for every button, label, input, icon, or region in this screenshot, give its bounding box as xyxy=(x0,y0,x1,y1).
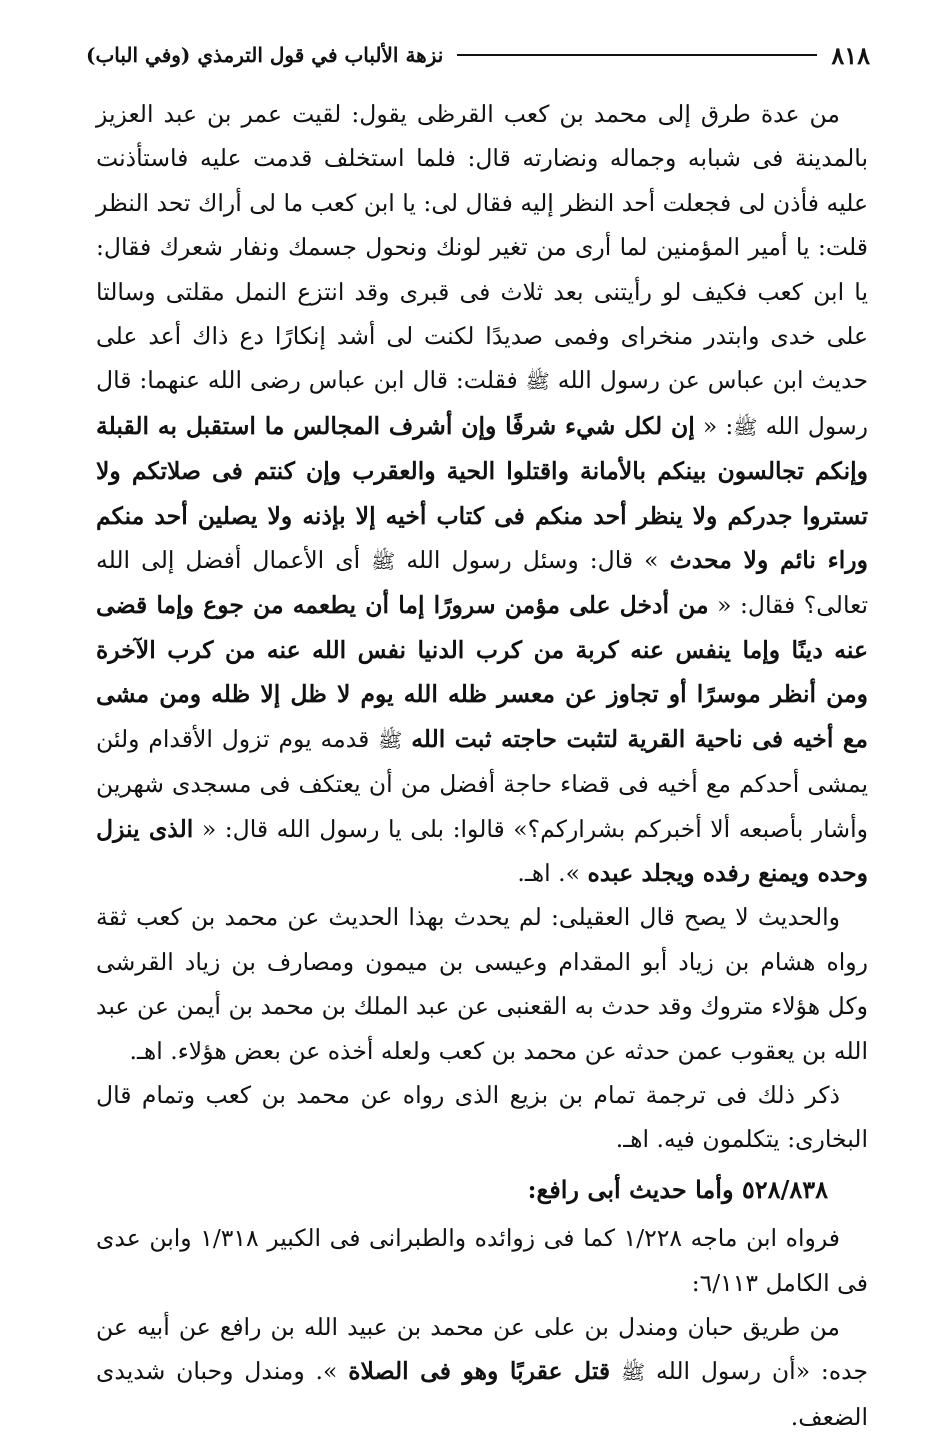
hadith-quote-4: قتل عقربًا وهو فى الصلاة xyxy=(348,1357,611,1386)
section-heading: ٥٢٨/٨٣٨ وأما حديث أبى رافع: xyxy=(527,1174,828,1204)
hadith-quote-2: من أدخل على مؤمن سرورًا إما أن يطعمه من جوع وإما قضى عنه دينًا وإما ينفس عنه كربة من كرب الدنيا نفس الله عنه من كرب الآخرة ومن أنظر موسرًا أو تجاوز عن معسر ظله الله يوم لا ظل إلا ظله ومن مشى مع أخيه فى ناحية القرية لتثبت حاجته ثبت الله xyxy=(96,591,868,753)
paragraph-hadith-text: من عدة طرق إلى محمد بن كعب القرظى يقول: لقيت عمر بن عبد العزيز بالمدينة فى شبابه وجماله ونضارته قال: فلما استخلف قدمت عليه فاستأذنت عليه فأذن لى فجعلت أحد النظر إليه فقال لى: يا ابن كعب ما لى أراك تحد النظر قلت: يا أمير المؤمنين لما أرى من تغير لونك ونحول جسمك ونفار شعرك فقال: يا ابن كعب فكيف لو رأيتنى بعد ثلاث فى قبرى وقد انتزع النمل مقلتى وسالتا على خدى وابتدر منخراى وفمى صديدًا لكنت لى أشد إنكارًا دع ذاك أعد على حديث ابن عباس عن رسول الله ﷺ فقلت: قال ابن عباس رضى الله عنهما: قال رسول الله ﷺ: « إن لكل شيء شرفًا وإن أشرف المجالس ما استقبل به القبلة وإنكم تجالسون بينكم بالأمانة واقتلوا الحية والعقرب وإن كنتم فى صلاتكم ولا تستروا جدركم ولا ينظر أحد منكم فى كتاب أخيه إلا بإذنه ولا يصلين أحد منكم وراء نائم ولا محدث » قال: وسئل رسول الله ﷺ أى الأعمال أفضل إلى الله تعالى؟ فقال: « من أدخل على مؤمن سرورًا إما أن يطعمه من جوع وإما قضى عنه دينًا وإما ينفس عنه كربة من كرب الدنيا نفس الله عنه من كرب الآخرة ومن أنظر موسرًا أو تجاوز عن معسر ظله الله يوم لا ظل إلا ظله ومن مشى مع أخيه فى ناحية القرية لتثبت حاجته ثبت الله ﷺ قدمه يوم تزول الأقدام ولئن يمشى أحدكم مع أخيه فى قضاء حاجة أفضل من أن يعتكف فى مسجدى شهرين وأشار بأصبعه ألا أخبركم بشراركم؟» قالوا: بلى يا رسول الله قال: « الذى ينزل وحده ويمنع رفده ويجلد عبده ». اهـ. xyxy=(96,100,869,887)
pbuh-glyph: ﷺ xyxy=(525,369,550,394)
hadith-quote-3: الذى ينزل وحده ويمنع رفده ويجلد عبده xyxy=(96,814,868,887)
paragraph-chain: من طريق حبان ومندل بن على عن محمد بن عبيد الله بن رافع عن أبيه عن جده: «أن رسول الله ﷺ قتل عقربًا وهو فى الصلاة ». ومندل وحبان شديدى الضعف. xyxy=(96,1312,868,1431)
page-number: ٨١٨ xyxy=(831,40,870,70)
page-header xyxy=(86,38,870,72)
paragraph-bukhari-note: ذكر ذلك فى ترجمة تمام بن بزيع الذى رواه عن محمد بن كعب وتمام قال البخارى: يتكلمون فيه. اهـ. xyxy=(96,1080,868,1154)
page-body xyxy=(96,92,868,1439)
pbuh-glyph: ﷺ xyxy=(371,549,396,574)
pbuh-glyph: ﷺ xyxy=(378,727,403,752)
hadith-quote-1: إن لكل شيء شرفًا وإن أشرف المجالس ما استقبل به القبلة وإنكم تجالسون بينكم بالأمانة واقتلوا الحية والعقرب وإن كنتم فى صلاتكم ولا تستروا جدركم ولا ينظر أحد منكم فى كتاب أخيه إلا بإذنه ولا يصلين أحد منكم وراء نائم ولا محدث xyxy=(96,411,868,575)
paragraph-sources: فرواه ابن ماجه ١/٢٢٨ كما فى زوائده والطبرانى فى الكبير ١/٣١٨ وابن عدى فى الكامل ٦/١١٣: xyxy=(96,1224,868,1297)
running-title: نزهة الألباب في قول الترمذي (وفي الباب) xyxy=(86,43,444,67)
header-rule xyxy=(457,54,817,56)
pbuh-glyph: ﷺ xyxy=(620,1360,646,1385)
paragraph-uqayli-comment: والحديث لا يصح قال العقيلى: لم يحدث بهذا الحديث عن محمد بن كعب ثقة رواه هشام بن زياد أبو المقدام وعيسى بن ميمون ومصارف بن زياد القرشى وكل هؤلاء متروك وقد حدث به القعنبى عن عبد الملك بن محمد بن أيمن عن عبد الله بن يعقوب عمن حدثه عن محمد بن كعب ولعله أخذه عن بعض هؤلاء. اهـ. xyxy=(96,903,868,1065)
pbuh-glyph: ﷺ xyxy=(733,414,758,439)
